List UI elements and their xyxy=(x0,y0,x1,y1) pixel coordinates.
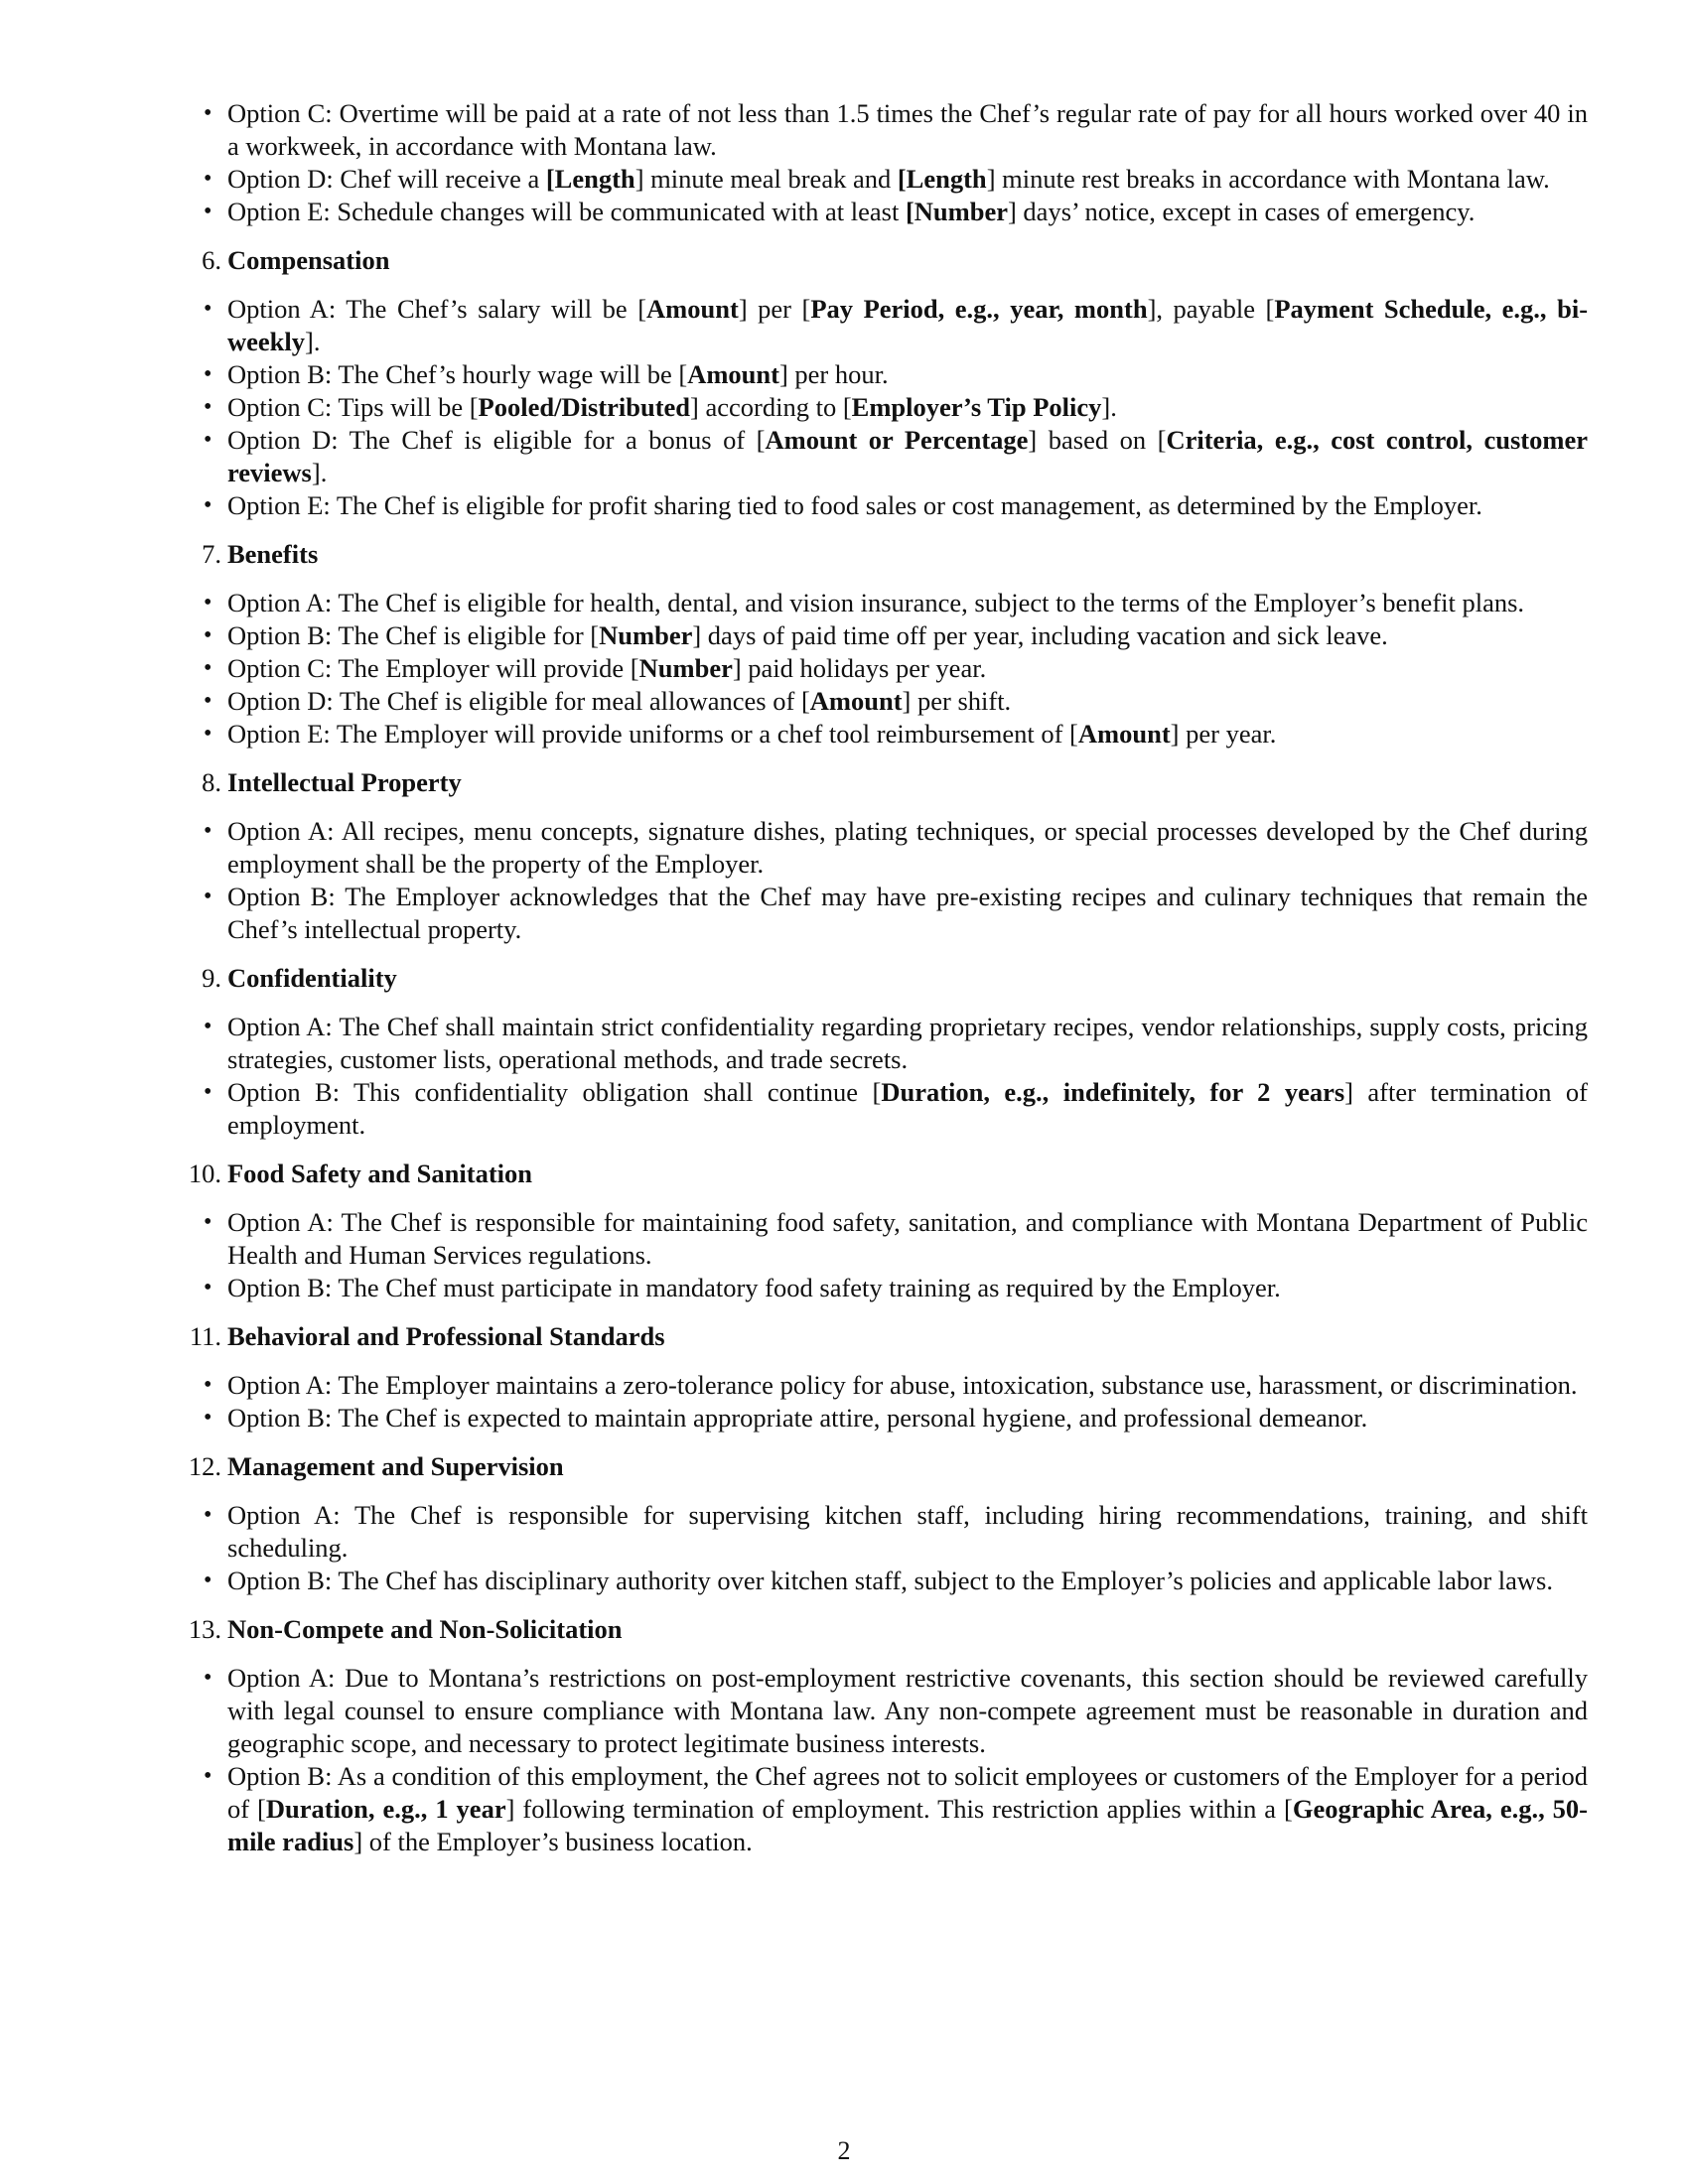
continued-options-list xyxy=(227,97,1588,228)
option-text: ]. xyxy=(1101,392,1117,422)
section-heading xyxy=(168,1320,1588,1353)
option-item xyxy=(227,163,1588,196)
option-text: ] minute meal break and xyxy=(634,164,898,194)
option-text: ] days of paid time off per year, including vacation and sick leave. xyxy=(692,620,1388,650)
placeholder-field: Duration, e.g., 1 year xyxy=(265,1794,506,1824)
option-item xyxy=(227,619,1588,652)
option-item xyxy=(227,293,1588,358)
option-text: ] per shift. xyxy=(902,686,1012,716)
option-text: Option D: The Chef is eligible for meal allowances of [ xyxy=(227,686,810,716)
section-number: 12. xyxy=(188,1451,221,1481)
section-title: Benefits xyxy=(227,539,319,569)
section-management-and-supervision xyxy=(188,1450,1588,1597)
section-title: Food Safety and Sanitation xyxy=(227,1159,533,1188)
option-text: Option B: This confidentiality obligation shall continue [ xyxy=(227,1077,882,1107)
option-text: ] per year. xyxy=(1170,719,1277,749)
section-title: Non-Compete and Non-Solicitation xyxy=(227,1614,623,1644)
option-text: Option A: The Employer maintains a zero-tolerance policy for abuse, intoxication, substance use, harassment, or discrimination. xyxy=(227,1370,1578,1400)
option-item xyxy=(227,652,1588,685)
options-list xyxy=(227,1206,1588,1304)
section-title: Behavioral and Professional Standards xyxy=(227,1321,665,1351)
option-item xyxy=(227,97,1588,163)
option-item xyxy=(227,1369,1588,1402)
placeholder-field: Pay Period, e.g., year, month xyxy=(810,294,1148,324)
option-item xyxy=(227,391,1588,424)
option-text: Option A: The Chef’s salary will be [ xyxy=(227,294,647,324)
section-heading xyxy=(168,766,1588,799)
section-number: 13. xyxy=(188,1614,221,1644)
section-compensation xyxy=(202,244,1589,522)
section-number: 9. xyxy=(202,963,221,993)
option-text: Option B: As a condition of this employment, the Chef agrees not to solicit employees or customers of the Employer for a period of [ xyxy=(227,1761,1588,1824)
options-list xyxy=(227,1499,1588,1597)
placeholder-field: Pooled/Distributed xyxy=(478,392,691,422)
option-text: ] paid holidays per year. xyxy=(732,653,987,683)
option-text: Option D: The Chef is eligible for a bonus of [ xyxy=(227,425,766,455)
option-text: Option A: The Chef is responsible for supervising kitchen staff, including hiring recommendations, training, and shift scheduling. xyxy=(227,1500,1588,1563)
section-heading xyxy=(168,1613,1588,1646)
option-text: ] according to [ xyxy=(690,392,852,422)
option-text: ], payable [ xyxy=(1147,294,1275,324)
section-food-safety-and-sanitation xyxy=(188,1158,1588,1304)
option-text: ] per [ xyxy=(738,294,811,324)
option-text: Option C: Overtime will be paid at a rate of not less than 1.5 times the Chef’s regular rate of pay for all hours worked over 40 in a workweek, in accordance with Montana law. xyxy=(227,98,1588,161)
section-number: 11. xyxy=(189,1321,221,1351)
option-text: Option D: Chef will receive a xyxy=(227,164,546,194)
placeholder-field: Amount xyxy=(809,686,903,716)
option-item xyxy=(227,1206,1588,1272)
placeholder-field: Amount or Percentage xyxy=(765,425,1029,455)
placeholder-field: Criteria, e.g., cost control, customer reviews xyxy=(227,425,1588,487)
options-list xyxy=(227,1011,1588,1142)
option-item xyxy=(227,815,1588,881)
option-item xyxy=(227,1760,1588,1858)
section-heading xyxy=(168,1450,1588,1483)
section-title: Management and Supervision xyxy=(227,1451,564,1481)
option-text: ] days’ notice, except in cases of emergency. xyxy=(1007,197,1476,226)
option-item xyxy=(227,489,1588,522)
section-title: Confidentiality xyxy=(227,963,397,993)
section-confidentiality xyxy=(202,962,1588,1142)
section-number: 8. xyxy=(202,767,221,797)
section-number: 10. xyxy=(188,1159,221,1188)
section-behavioral-and-professional-standards xyxy=(189,1320,1588,1434)
option-item xyxy=(227,718,1588,751)
page-content xyxy=(188,97,1589,1874)
option-text: ] per hour. xyxy=(778,359,889,389)
option-item xyxy=(227,1011,1588,1076)
section-heading xyxy=(168,244,1588,277)
option-item xyxy=(227,587,1588,619)
option-text: Option A: The Chef is responsible for maintaining food safety, sanitation, and compliance with Montana Department of Public Health and Human Services regulations. xyxy=(227,1207,1588,1270)
sections-list xyxy=(188,244,1589,1858)
placeholder-field: Number xyxy=(638,653,733,683)
section-heading xyxy=(168,1158,1588,1190)
option-item xyxy=(227,1402,1588,1434)
option-text: Option A: The Chef shall maintain strict confidentiality regarding proprietary recipes, vendor relationships, supply costs, pricing strategies, customer lists, operational methods, and trade secrets. xyxy=(227,1012,1588,1074)
option-text: ] based on [ xyxy=(1028,425,1167,455)
section-number: 6. xyxy=(202,245,221,275)
placeholder-field: Amount xyxy=(1077,719,1171,749)
option-item xyxy=(227,685,1588,718)
page-number: 2 xyxy=(837,2136,851,2165)
option-item xyxy=(227,1499,1588,1565)
option-text: Option E: Schedule changes will be communicated with at least xyxy=(227,197,906,226)
option-item xyxy=(227,196,1588,228)
option-item xyxy=(227,1272,1588,1304)
options-list xyxy=(227,293,1588,522)
option-text: Option A: The Chef is eligible for health, dental, and vision insurance, subject to the terms of the Employer’s benefit plans. xyxy=(227,588,1525,617)
option-text: Option C: The Employer will provide [ xyxy=(227,653,639,683)
options-list xyxy=(227,587,1588,751)
option-text: Option B: The Chef is expected to maintain appropriate attire, personal hygiene, and professional demeanor. xyxy=(227,1403,1368,1433)
section-intellectual-property xyxy=(202,766,1588,946)
options-list xyxy=(227,1662,1588,1858)
option-text: ] following termination of employment. This restriction applies within a [ xyxy=(505,1794,1293,1824)
option-item xyxy=(227,1565,1588,1597)
option-text: Option E: The Employer will provide uniforms or a chef tool reimbursement of [ xyxy=(227,719,1078,749)
option-item xyxy=(227,358,1588,391)
option-text: Option B: The Chef has disciplinary authority over kitchen staff, subject to the Employer’s policies and applicable labor laws. xyxy=(227,1566,1553,1595)
section-heading xyxy=(168,538,1588,571)
option-text: ] minute rest breaks in accordance with Montana law. xyxy=(986,164,1550,194)
placeholder-field: Amount xyxy=(687,359,779,389)
option-text: Option B: The Chef must participate in mandatory food safety training as required by the Employer. xyxy=(227,1273,1281,1302)
placeholder-field: Number xyxy=(599,620,693,650)
section-title: Intellectual Property xyxy=(227,767,462,797)
option-text: ] of the Employer’s business location. xyxy=(353,1827,753,1856)
option-text: Option B: The Chef’s hourly wage will be [ xyxy=(227,359,688,389)
option-text: Option A: Due to Montana’s restrictions on post-employment restrictive covenants, this section should be reviewed carefully with legal counsel to ensure compliance with Montana law. Any non-compete agreement must be reasonable in duration and geographic scope, and necessary to protect legitimate business interests. xyxy=(227,1663,1588,1758)
section-heading xyxy=(168,962,1588,995)
section-non-compete-and-non-solicitation xyxy=(188,1613,1588,1858)
placeholder-field: [Length xyxy=(545,164,635,194)
option-text: Option B: The Employer acknowledges that the Chef may have pre-existing recipes and culinary techniques that remain the Chef’s intellectual property. xyxy=(227,882,1588,944)
option-item xyxy=(227,881,1588,946)
placeholder-field: [Length xyxy=(897,164,987,194)
section-title: Compensation xyxy=(227,245,390,275)
placeholder-field: Amount xyxy=(646,294,739,324)
placeholder-field: [Number xyxy=(905,197,1008,226)
option-text: Option B: The Chef is eligible for [ xyxy=(227,620,600,650)
option-item xyxy=(227,1076,1588,1142)
option-text: ]. xyxy=(311,458,328,487)
option-text: Option E: The Chef is eligible for profit sharing tied to food sales or cost management, as determined by the Employer. xyxy=(227,490,1482,520)
option-item xyxy=(227,1662,1588,1760)
placeholder-field: Employer’s Tip Policy xyxy=(851,392,1102,422)
option-text: Option C: Tips will be [ xyxy=(227,392,479,422)
option-text: Option A: All recipes, menu concepts, signature dishes, plating techniques, or special processes developed by the Chef during employment shall be the property of the Employer. xyxy=(227,816,1588,879)
placeholder-field: Duration, e.g., indefinitely, for 2 years xyxy=(881,1077,1345,1107)
section-benefits xyxy=(202,538,1588,751)
placeholder-field: Geographic Area, e.g., 50-mile radius xyxy=(227,1794,1588,1856)
option-item xyxy=(227,424,1588,489)
section-number: 7. xyxy=(202,539,221,569)
options-list xyxy=(227,815,1588,946)
placeholder-field: Payment Schedule, e.g., bi-weekly xyxy=(227,294,1589,356)
options-list xyxy=(227,1369,1588,1434)
option-text: ] after termination of employment. xyxy=(227,1077,1588,1140)
option-text: ]. xyxy=(305,327,321,356)
